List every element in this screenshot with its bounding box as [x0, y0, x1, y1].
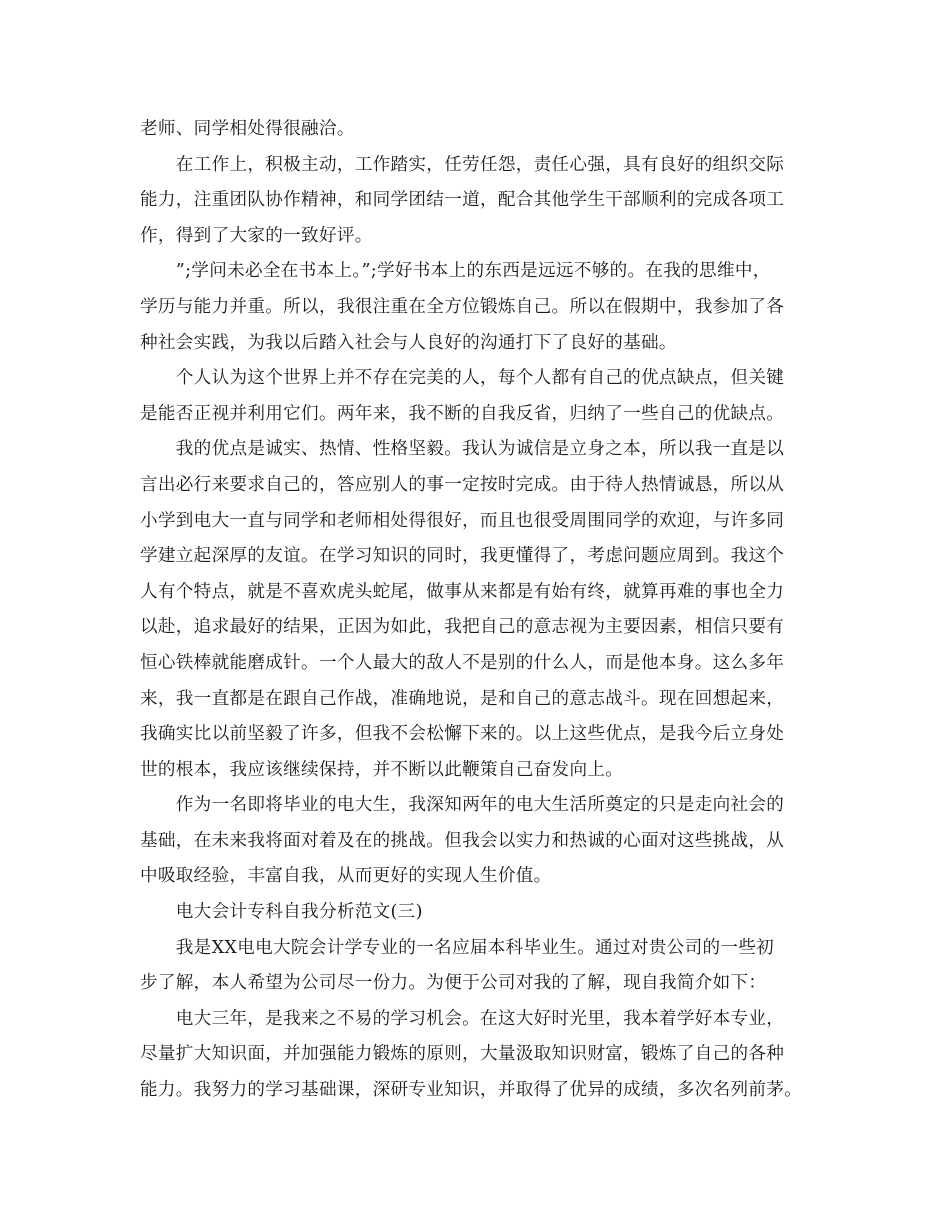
text-line: 种社会实践，为我以后踏入社会与人良好的沟通打下了良好的基础。 [140, 332, 677, 353]
text-line: 个人认为这个世界上并不存在完美的人，每个人都有自己的优点缺点，但关键 [140, 368, 785, 389]
text-line: 步了解，本人希望为公司尽一份力。为便于公司对我的了解，现自我简介如下： [140, 973, 767, 994]
text-line: 小学到电大一直与同学和老师相处得很好，而且也很受周围同学的欢迎，与许多同 [140, 510, 785, 531]
text-line: 是能否正视并利用它们。两年来，我不断的自我反省，归纳了一些自己的优缺点。 [140, 403, 785, 424]
text-line: 电大三年，是我来之不易的学习机会。在这大好时光里，我本着学好本专业， [140, 1008, 785, 1029]
text-line: 世的根本，我应该继续保持，并不断以此鞭策自己奋发向上。 [140, 759, 624, 780]
text-line: 我的优点是诚实、热情、性格坚毅。我认为诚信是立身之本，所以我一直是以 [140, 439, 785, 460]
text-line: 言出必行来要求自己的，答应别人的事一定按时完成。由于待人热情诚恳，所以从 [140, 474, 785, 495]
text-line: 能力。我努力的学习基础课，深研专业知识，并取得了优异的成绩，多次名列前茅。 [140, 1080, 803, 1101]
text-line: 以赴，追求最好的结果，正因为如此，我把自己的意志视为主要因素，相信只要有 [140, 617, 785, 638]
text-line: 作，得到了大家的一致好评。 [140, 225, 373, 246]
text-line: 在工作上，积极主动，工作踏实，任劳任怨，责任心强，具有良好的组织交际 [140, 154, 785, 175]
document-body-text [140, 112, 830, 1109]
text-line: 老师、同学相处得很融洽。 [140, 119, 355, 139]
text-line: ”;学问未必全在书本上。”;学好书本上的东西是远远不够的。在我的思维中， [140, 261, 771, 282]
text-line: 能力，注重团队协作精神，和同学团结一道，配合其他学生干部顺利的完成各项工 [140, 190, 785, 211]
text-line: 作为一名即将毕业的电大生，我深知两年的电大生活所奠定的只是走向社会的 [140, 795, 785, 816]
text-line: 来，我一直都是在跟自己作战，准确地说，是和自己的意志战斗。现在回想起来， [140, 688, 785, 709]
text-line: 尽量扩大知识面，并加强能力锻炼的原则，大量汲取知识财富，锻炼了自己的各种 [140, 1044, 785, 1065]
text-line: 我确实比以前坚毅了许多，但我不会松懈下来的。以上这些优点，是我今后立身处 [140, 724, 785, 745]
text-line: 基础，在未来我将面对着及在的挑战。但我会以实力和热诚的心面对这些挑战，从 [140, 830, 785, 851]
text-line: 人有个特点，就是不喜欢虎头蛇尾，做事从来都是有始有终，就算再难的事也全力 [140, 581, 785, 602]
text-line: 学建立起深厚的友谊。在学习知识的同时，我更懂得了，考虑问题应周到。我这个 [140, 546, 785, 567]
section-heading: 电大会计专科自我分析范文(三) [140, 902, 423, 923]
text-line: 学历与能力并重。所以，我很注重在全方位锻炼自己。所以在假期中，我参加了各 [140, 296, 785, 317]
text-line: 恒心铁棒就能磨成针。一个人最大的敌人不是别的什么人，而是他本身。这么多年 [140, 652, 785, 673]
text-line: 我是XX电电大院会计学专业的一名应届本科毕业生。通过对贵公司的一些初 [140, 937, 775, 958]
text-line: 中吸取经验，丰富自我，从而更好的实现人生价值。 [140, 866, 552, 887]
